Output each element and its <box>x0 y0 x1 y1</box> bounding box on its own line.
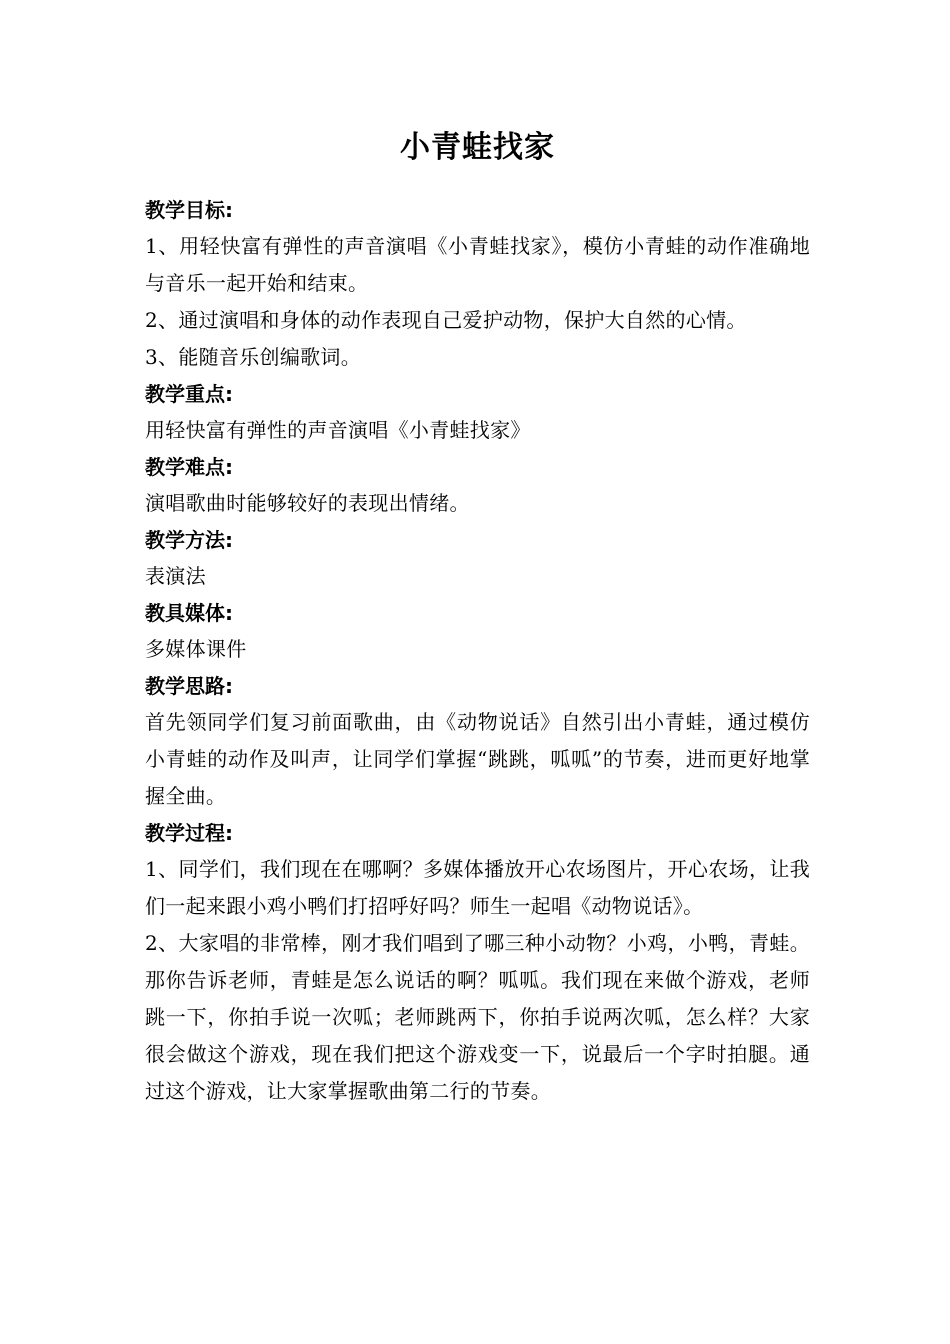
section-heading: 教学方法: <box>145 528 233 552</box>
section-difficulties <box>145 449 810 522</box>
paragraph: 1、同学们，我们现在在哪啊？多媒体播放开心农场图片，开心农场，让我们一起来跟小鸡小鸭们打招呼好吗？师生一起唱《动物说话》。 <box>145 857 810 918</box>
paragraph: 演唱歌曲时能够较好的表现出情绪。 <box>145 491 470 515</box>
section-teaching-goals <box>145 192 810 376</box>
document-page <box>145 120 810 1110</box>
section-heading: 教学难点: <box>145 455 233 479</box>
paragraph: 多媒体课件 <box>145 637 247 661</box>
paragraph: 首先领同学们复习前面歌曲，由《动物说话》自然引出小青蛙，通过模仿小青蛙的动作及叫声，让同学们掌握“跳跳，呱呱”的节奏，进而更好地掌握全曲。 <box>145 710 810 808</box>
section-heading: 教学重点: <box>145 382 233 406</box>
document-title: 小青蛙找家 <box>400 130 555 165</box>
paragraph: 3、能随音乐创编歌词。 <box>145 345 362 369</box>
section-process <box>145 815 810 1110</box>
paragraph: 2、大家唱的非常棒，刚才我们唱到了哪三种小动物？小鸡，小鸭，青蛙。那你告诉老师，青蛙是怎么说话的啊？呱呱。我们现在来做个游戏，老师跳一下，你拍手说一次呱；老师跳两下，你拍手说两次呱，怎么样？大家很会做这个游戏，现在我们把这个游戏变一下，说最后一个字时拍腿。通过这个游戏，让大家掌握歌曲第二行的节奏。 <box>145 931 810 1103</box>
section-media <box>145 595 810 668</box>
paragraph: 表演法 <box>145 564 206 588</box>
section-methods <box>145 522 810 595</box>
paragraph: 用轻快富有弹性的声音演唱《小青蛙找家》 <box>145 418 531 442</box>
section-heading: 教学思路: <box>145 674 233 698</box>
section-heading: 教具媒体: <box>145 601 233 625</box>
section-approach <box>145 668 810 815</box>
section-key-points <box>145 376 810 449</box>
paragraph: 1、用轻快富有弹性的声音演唱《小青蛙找家》，模仿小青蛙的动作准确地与音乐一起开始和结束。 <box>145 234 810 295</box>
section-heading: 教学过程: <box>145 821 233 845</box>
section-heading: 教学目标: <box>145 198 233 222</box>
paragraph: 2、通过演唱和身体的动作表现自己爱护动物，保护大自然的心情。 <box>145 308 747 332</box>
